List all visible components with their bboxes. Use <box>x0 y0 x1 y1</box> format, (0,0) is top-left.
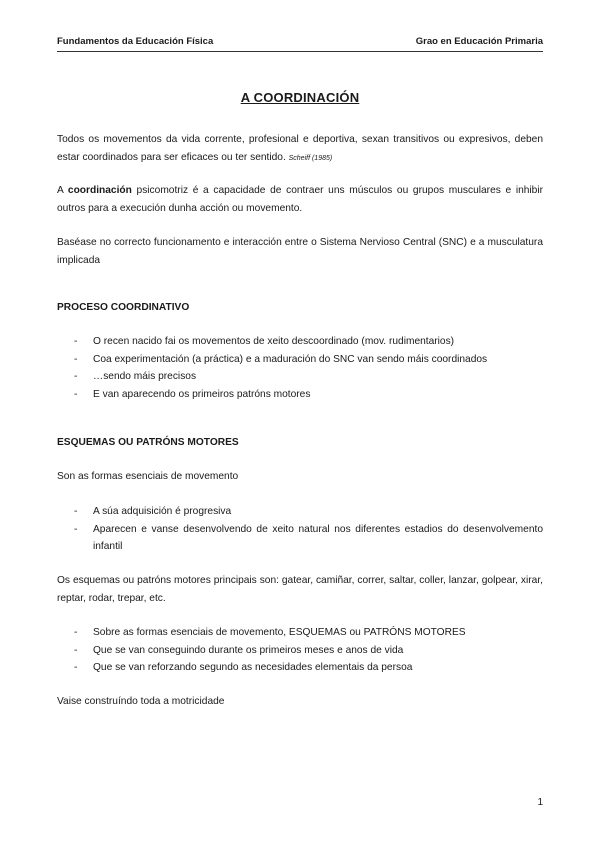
list-marker: - <box>74 336 78 347</box>
schemes-intro: Son as formas esenciais de movemento <box>57 471 239 482</box>
definition-rest: psicomotriz é a capacidade de contraer uns músculos ou grupos musculares e inhibir outros para a execución dunha acción ou movemento. <box>57 185 543 214</box>
list-item: - Sobre as formas esenciais de movemento, ESQUEMAS ou PATRÓNS MOTORES <box>57 624 543 642</box>
intro-text: Todos os movementos da vida corrente, profesional e deportiva, sexan transitivos ou expresivos, deben estar coordinados para ser eficaces ou ter sentido. <box>57 134 543 163</box>
basis-paragraph: Baséase no correcto funcionamento e interacción entre o Sistema Nervioso Central (SNC) e a musculatura implicada <box>57 237 543 266</box>
definition-term: coordinación <box>67 185 132 196</box>
list-item: - O recen nacido fai os movementos de xeito descoordinado (mov. rudimentarios) <box>57 333 543 351</box>
header-course: Fundamentos da Educación Física <box>57 36 214 47</box>
intro-paragraph <box>57 131 543 168</box>
process-heading: PROCESO COORDINATIVO <box>57 302 190 313</box>
list-marker: - <box>74 353 78 365</box>
schemes-list <box>57 503 543 556</box>
header-divider <box>57 51 543 52</box>
list-marker: - <box>74 662 78 673</box>
list-marker: - <box>74 644 78 656</box>
list-marker: - <box>74 388 78 400</box>
list-item: - Que se van conseguindo durante os primeiros meses e anos de vida <box>57 642 543 660</box>
list-marker: - <box>74 523 78 535</box>
list-marker: - <box>74 371 78 382</box>
schemes-heading: ESQUEMAS OU PATRÓNS MOTORES <box>57 437 239 448</box>
list-item: - Coa experimentación (a práctica) e a maduración do SNC van sendo máis coordinados <box>57 351 543 369</box>
list-item: - E van aparecendo os primeiros patróns motores <box>57 386 543 404</box>
page-title: A COORDINACIÓN <box>240 90 360 105</box>
process-list <box>57 333 543 403</box>
main-patterns-paragraph: Os esquemas ou patróns motores principais son: gatear, camiñar, correr, saltar, coller, lanzar, golpear, xirar, reptar, rodar, trepar, etc. <box>57 575 543 604</box>
list-item: - Aparecen e vanse desenvolvendo de xeito natural nos diferentes estadios do desenvolvemento infantil <box>57 521 543 556</box>
patterns-list <box>57 624 543 677</box>
page-number: 1 <box>537 797 543 808</box>
definition-prefix: A <box>57 185 68 196</box>
header-degree: Grao en Educación Primaria <box>415 36 543 47</box>
definition-paragraph <box>57 182 543 218</box>
list-marker: - <box>74 627 78 638</box>
page-header <box>57 36 543 50</box>
closing-paragraph: Vaise construíndo toda a motricidade <box>57 696 225 707</box>
list-item: - A súa adquisición é progresiva <box>57 503 543 521</box>
intro-citation: Scheiff (1985) <box>288 155 333 162</box>
list-item: - Que se van reforzando segundo as necesidades elementais da persoa <box>57 659 543 677</box>
list-marker: - <box>74 506 78 517</box>
list-item: - …sendo máis precisos <box>57 368 543 386</box>
